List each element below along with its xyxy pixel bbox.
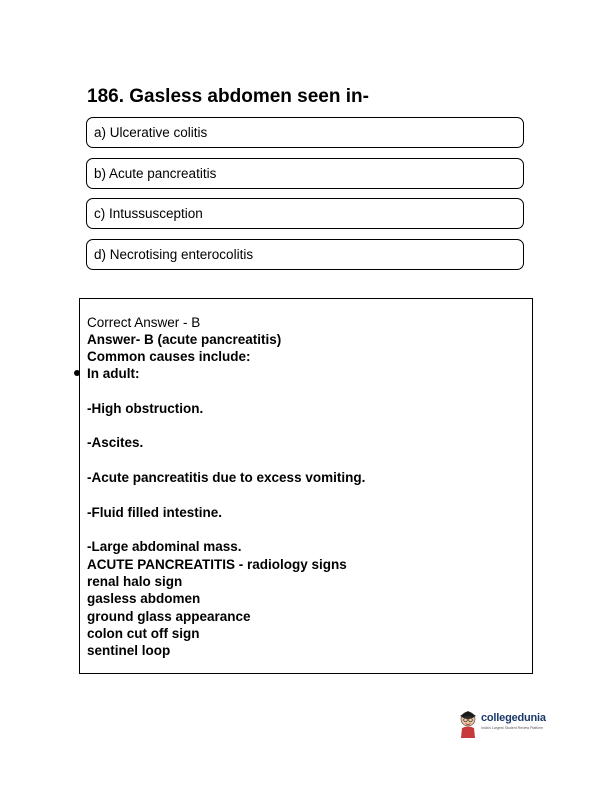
logo-tagline: India's Largest Student Review Platform [481, 726, 544, 730]
common-causes-heading: Common causes include: [87, 349, 251, 364]
collegedunia-logo [457, 708, 557, 738]
radiology-sign: colon cut off sign [87, 626, 200, 641]
option-c[interactable]: c) Intussusception [86, 198, 524, 229]
answer-line: Answer- B (acute pancreatitis) [87, 332, 282, 347]
option-a[interactable]: a) Ulcerative colitis [86, 117, 524, 148]
radiology-heading: ACUTE PANCREATITIS - radiology signs [87, 557, 347, 572]
cause-item: -High obstruction. [87, 401, 204, 416]
cause-item: -Fluid filled intestine. [87, 505, 222, 520]
in-adult-heading: In adult: [87, 366, 140, 381]
cause-item: -Acute pancreatitis due to excess vomiting. [87, 470, 366, 485]
radiology-sign: renal halo sign [87, 574, 183, 589]
option-d[interactable]: d) Necrotising enterocolitis [86, 239, 524, 270]
option-b[interactable]: b) Acute pancreatitis [86, 158, 524, 189]
cause-item: -Large abdominal mass. [87, 539, 242, 554]
question-title: 186. Gasless abdomen seen in- [87, 86, 369, 107]
radiology-sign: ground glass appearance [87, 609, 251, 624]
logo-text: collegedunia [481, 712, 546, 724]
correct-answer-label: Correct Answer - B [87, 315, 201, 330]
radiology-sign: gasless abdomen [87, 591, 201, 606]
bullet-icon [74, 370, 80, 376]
cause-item: -Ascites. [87, 435, 144, 450]
radiology-sign: sentinel loop [87, 643, 171, 658]
mascot-icon [457, 708, 479, 738]
